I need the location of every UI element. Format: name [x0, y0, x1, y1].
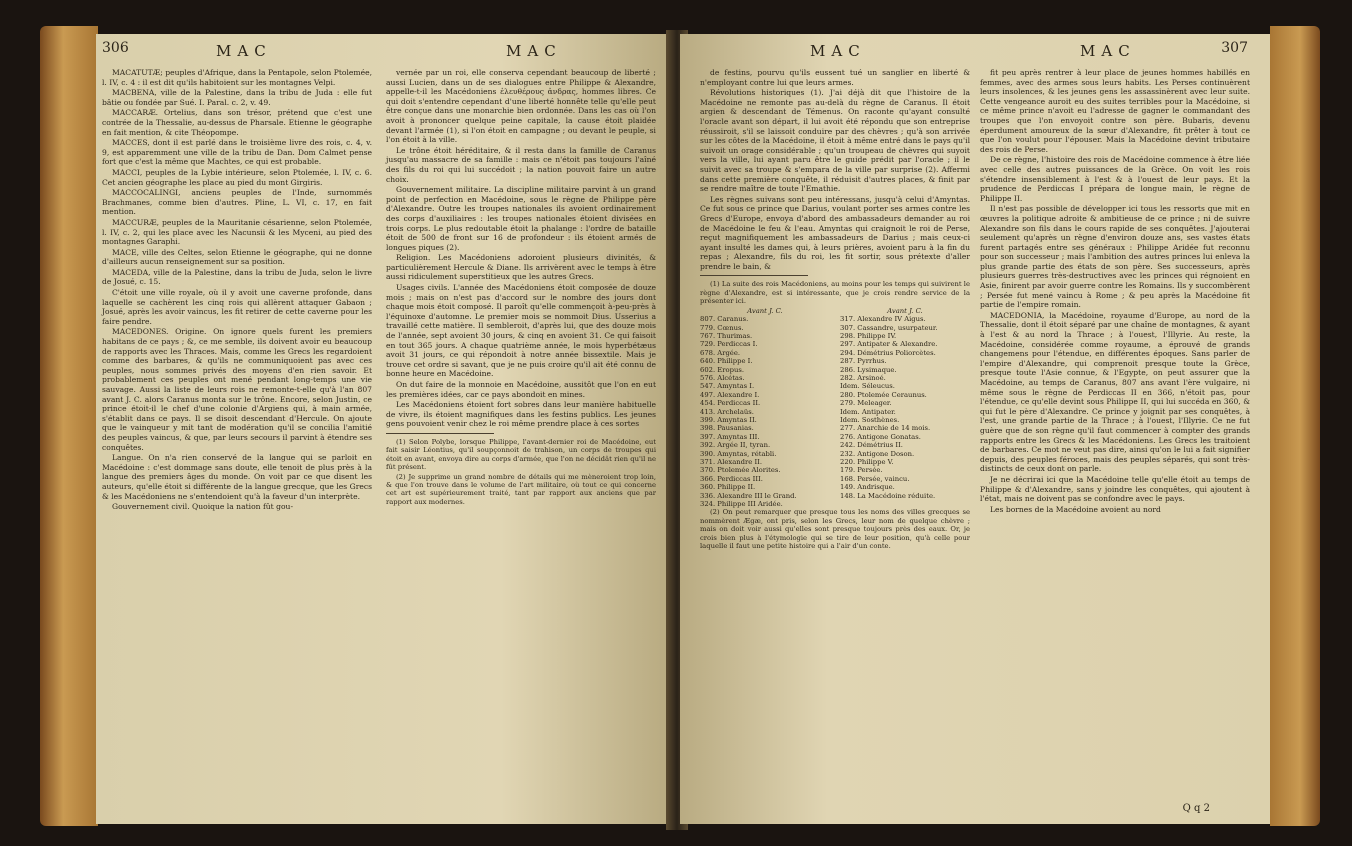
left-page-number: 306	[102, 40, 129, 56]
king-entry: 232. Antigone Doson.	[840, 449, 915, 458]
paragraph: MACCURÆ, peuples de la Mauritanie césarienne, selon Ptolemée, l. IV, c. 2, qui les place avec les Nacunsii & les Myceni, au pied des montagnes Garaphi.	[102, 217, 372, 247]
king-entry: 307. Cassandre, usurpateur.	[840, 323, 938, 332]
right-page-edges	[1270, 26, 1320, 826]
king-entry: 547. Amyntas I.	[700, 382, 755, 391]
king-entry: 371. Alexandre II.	[700, 458, 762, 466]
footnote: (2) Je supprime un grand nombre de détails qui me mèneroient trop loin, & que l'on trouve dans le volume de l'art militaire, où tout ce qui concerne cet art est supérieurement traité, tant par rapport aux anciens que par rapport aux modernes.	[386, 472, 656, 506]
king-entry: 779. Cœnus.	[700, 323, 744, 332]
paragraph: Il n'est pas possible de développer ici tous les ressorts que mit en œuvres la politique adroite & ambitieuse de ce prince ; ni de suivre Alexandre son fils dans le cours rapide de ses conquêtes. J'ajouterai seulement qu'après un règne d'environ douze ans, ses vastes états furent partagés entre ses généraux : Philippe Aridée fut reconnu pour son successeur ; mais l'ambition des autres princes lui enleva la plus grande partie des états de son père. Ses successeurs, après plusieurs guerres très-destructives avec les princes qui régnoient en Asie, finirent par avoir guerre contre les Romains. Ils y succombèrent ; Persée fut mené vaincu à Rome ; & peu après la Macédoine fit partie de l'empire romain.	[980, 204, 1250, 310]
king-entry: 807. Caranus.	[700, 315, 749, 324]
king-entry: 220. Philippe V.	[840, 458, 894, 466]
paragraph: MACCES, dont il est parlé dans le troisième livre des rois, c. 4, v. 9, est apparemment une ville de la tribu de Dan. Dom Calmet pense fort que c'est la même que Machtes, ce qui est probable.	[102, 138, 372, 167]
king-entry: 678. Argée.	[700, 348, 741, 357]
king-entry: 399. Amyntas II.	[700, 415, 757, 424]
footnote: (1) La suite des rois Macédoniens, au moins pour les temps qui suivirent le règne d'Alexandre, est si intéressante, que je crois rendre service de la présenter ici.	[700, 280, 970, 306]
king-entry: 602. Eropus.	[700, 365, 744, 374]
paragraph: Gouvernement civil. Quoique la nation fût gou-	[112, 502, 294, 512]
king-entry: 279. Meleager.	[840, 399, 892, 408]
king-entry: 454. Perdiccas II.	[700, 399, 761, 408]
paragraph: C'étoit une ville royale, où il y avoit une caverne profonde, dans laquelle se cachèrent les cinq rois qui allèrent attaquer Gabaon ; Josué, après les avoir vaincus, les fit retirer de cette caverne pour les faire pendre.	[102, 288, 372, 326]
king-entry: 397. Amyntas III.	[700, 432, 760, 441]
footnote: (2) On peut remarquer que presque tous les noms des villes grecques se nommèrent Ægæ, ont pris, selon les Grecs, leur nom de quelque chèvre ; mais on doit voir aussi qu'elles sont presque toujours près des eaux. Or, je crois bien plus à l'étymologie qui se tire de leur position, qu'à celle pour laquelle il faut une petite histoire qui a l'air d'un conte.	[700, 508, 970, 551]
paragraph: MACCOCALINGI, anciens peuples de l'Inde, surnommés Brachmanes, comme bien d'autres. Pline, L. VI, c. 17, en fait mention.	[102, 188, 372, 217]
king-entry: 286. Lysimaque.	[840, 365, 897, 374]
paragraph: Le trône étoit héréditaire, & il resta dans la famille de Caranus jusqu'au massacre de sa famille : mais ce n'étoit pas toujours l'aîné des fils du roi qui lui succédoit ; la nation pouvoit faire un autre choix.	[386, 145, 656, 184]
king-entry: 729. Perdiccas I.	[700, 340, 758, 349]
paragraph: Je ne décrirai ici que la Macédoine telle qu'elle étoit au temps de Philippe & d'Alexandre, sans y joindre les conquêtes, qui ajoutent à l'état, mais ne doivent pas se confondre avec le pays.	[980, 474, 1250, 504]
right-header-1: MAC	[810, 42, 866, 60]
paragraph: MACEDA, ville de la Palestine, dans la tribu de Juda, selon le livre de Josué, c. 15.	[102, 267, 372, 287]
left-header-2: MAC	[506, 42, 562, 60]
right-column-1	[700, 68, 970, 551]
king-entry: 413. Archelaüs.	[700, 407, 754, 416]
king-entry: 366. Perdiccas III.	[700, 474, 763, 483]
king-entry: 392. Argée II, tyran.	[700, 441, 771, 450]
king-entry: 287. Pyrrhus.	[840, 357, 887, 366]
king-entry: 277. Anarchie de 14 mois.	[840, 424, 931, 433]
footnote-rule	[700, 275, 808, 276]
left-column-2	[386, 68, 656, 507]
paragraph: vernée par un roi, elle conserva cependant beaucoup de liberté ; aussi Lucien, dans un de ses dialogues entre Philippe & Alexandre, appelle-t-il les Macédoniens ἐλευθέρους ἀνδρας, hommes libres. Ce qui doit s'entendre cependant d'une liberté honnête telle qu'elle peut être conçue dans une monarchie bien ordonnée. Dans les cas où l'on avoit à prononcer quelque peine capitale, la cause étoit plaidée devant l'armée (1), si l'on étoit en campagne ; ou devant le peuple, si l'on étoit à la ville.	[386, 68, 656, 145]
paragraph: de festins, pourvu qu'ils eussent tué un sanglier en liberté & n'employant contre lui que leurs armes.	[700, 68, 970, 87]
king-entry: 317. Alexandre IV Aigus.	[840, 315, 926, 324]
paragraph: Gouvernement militaire. La discipline militaire parvint à un grand point de perfection en Macédoine, sous le règne de Philippe père d'Alexandre. Outre les troupes nationales ils avoient ordinairement des corps d'auxiliaires : les troupes nationales étoient divisées en trois corps. Le plus redoutable étoit la phalange : l'ordre de bataille étoit de 500 de front sur 16 de profondeur : ils étoient armés de longues piques (2).	[386, 185, 656, 252]
paragraph: Révolutions historiques (1). J'ai déjà dit que l'histoire de la Macédoine ne remonte pas au-delà du règne de Caranus. Il étoit argien & descendant de Témenus. On raconte qu'ayant consulté l'oracle avant son départ, il lui avoit été répondu que son entreprise réussiroit, s'il se laissoit conduire par des chèvres ; qu'à son arrivée sur les côtes de la Macédoine, il étoit à même entré dans le pays qu'il suivoit un orage considérable ; qu'un troupeau de chèvres qui suyoit vers la ville, lui ayant paru être le guide prédit par l'oracle ; il le suivit avec sa troupe & s'empara de la ville par surprise (2). Affermi dans cette première conquête, il réduisit d'autres places, & finit par se rendre maître de toute l'Emathie.	[700, 88, 970, 194]
kings-table-header: Avant J. C.	[887, 306, 923, 315]
paragraph: De ce règne, l'histoire des rois de Macédoine commence à être liée avec celle des autres puissances de la Grèce. On voit les rois s'étendre insensiblement à l'est & à l'ouest de leur pays. Et la prudence de Perdiccas I prépara de longue main, le règne de Philippe II.	[980, 155, 1250, 203]
king-entry: 497. Alexandre I.	[700, 390, 760, 399]
king-entry: Idem. Sosthènes.	[840, 415, 900, 424]
kings-table-left	[700, 307, 830, 509]
king-entry: 390. Amyntas, rétabli.	[700, 449, 777, 458]
king-entry: 324. Philippe III Aridée.	[700, 500, 783, 509]
paragraph: Les règnes suivans sont peu intéressans, jusqu'à celui d'Amyntas. Ce fut sous ce prince que Darius, voulant porter ses armes contre les Grecs d'Europe, envoya d'abord des ambassadeurs demander au roi de Macédoine le feu & l'eau. Amyntas qui craignoit le roi de Perse, reçut magnifiquement les ambassadeurs de Darius ; mais ceux-ci ayant insulté les dames qui, à leurs prières, avoient paru à la fin du repas ; Alexandre, fils du roi, les fit sortir, sous prétexte d'aller prendre le bain, &	[700, 194, 970, 271]
paragraph: MACEDONIA, la Macédoine, royaume d'Europe, au nord de la Thessalie, dont il étoit séparé par une chaîne de montagnes, & ayant à l'est & au nord la Thrace ; à l'ouest, l'Illyrie. Au reste, la Macédoine, considérée comme royaume, a éprouvé de grands changemens pour l'étendue, en différentes époques. Sans parler de l'empire d'Alexandre, qui comprenoit presque toute la Grèce, presque toute l'Asie connue, & l'Egypte, on peut assurer que la Macédoine, au temps de Caranus, 807 ans avant l'ère vulgaire, ni même sous le règne de Perdiccas II en 366, n'étoit pas, pour l'étendue, ce qu'elle devint sous Philippe II, qui lui succéda en 360, & qui fut le père d'Alexandre. Ce prince y joignit par ses conquêtes, à l'est, une grande partie de la Thrace ; à l'ouest, l'Illyrie. Ce ne fut guère que de son règne qu'il faut commencer à compter des grands rapports entre les Grecs & les Macédoniens. Les Grecs les traitoient de barbares. Ce mot ne veut pas dire, ainsi qu'on le lui a fait signifier depuis, des peuples féroces, mais des peuples séparés, qui sont très-distincts de ceux dont on parle.	[980, 310, 1250, 474]
paragraph: Religion. Les Macédoniens adoroient plusieurs divinités, & particulièrement Hercule & Diane. Ils arrivèrent avec le temps à être aussi ridiculement superstitieux que les autres Grecs.	[386, 253, 656, 282]
kings-table-header: Avant J. C.	[747, 306, 783, 315]
paragraph: On dut faire de la monnoie en Macédoine, aussitôt que l'on en eut les premières idées, car ce pays abondoit en mines.	[386, 380, 656, 399]
king-entry: Idem. Antipater.	[840, 407, 896, 416]
paragraph: MACBENA, ville de la Palestine, dans la tribu de Juda : elle fut bâtie ou fondée par Sué. I. Paral. c. 2, v. 49.	[102, 88, 372, 107]
paragraph: MACCARÆ. Ortelius, dans son trésor, prétend que c'est une contrée de la Thessalie, au-dessus de Pharsale. Etienne le géographe en fait mention, & cite Théopompe.	[102, 108, 372, 137]
king-entry: Idem. Séleucus.	[840, 382, 895, 391]
king-entry: 297. Antipater & Alexandre.	[840, 340, 938, 349]
left-page-edges	[40, 26, 98, 826]
paragraph: fit peu après rentrer à leur place de jeunes hommes habillés en femmes, avec des armes sous leurs habits. Les Perses continuèrent leurs insolences, & les jeunes gens les assassinèrent avec leur suite. Cette vengeance auroit eu des suites terribles pour la Macédoine, si ce même prince n'avoit eu l'adresse de gagner le commandant des troupes que l'on envoyoit contre son père. Bubaris, devenu éperdument amoureux de la sœur d'Alexandre, fit prêter à tout ce que l'on voulut pour l'épouser. Mais la Macédoine devint tributaire des rois de Perse.	[980, 68, 1250, 154]
paragraph: MACCI, peuples de la Lybie intérieure, selon Ptolemée, l. IV, c. 6. Cet ancien géographe les place au pied du mont Girgiris.	[102, 167, 372, 187]
paragraph: Les Macédoniens étoient fort sobres dans leur manière habituelle de vivre, ils étoient magnifiques dans les festins publics. Les jeunes gens pouvoient venir chez le roi même prendre place à ces sortes	[386, 400, 656, 429]
footnote: (1) Selon Polybe, lorsque Philippe, l'avant-dernier roi de Macédoine, eut fait saisir Léontius, qu'il soupçonnoit de trahison, un corps de troupes qui étoit en avant, envoya dire au corps d'armée, que l'on ne décidât rien qu'il ne fût présent.	[386, 437, 656, 472]
kings-table-right	[840, 307, 970, 509]
left-column-1	[102, 68, 372, 513]
king-entry: 168. Persée, vaincu.	[840, 474, 910, 483]
king-entry: 294. Démétrius Poliorcètes.	[840, 348, 936, 357]
kings-table	[700, 307, 970, 509]
king-entry: 149. Andrisque.	[840, 483, 895, 492]
king-entry: 148. La Macédoine réduite.	[840, 491, 936, 500]
footnote-rule	[386, 433, 494, 434]
catchword: Q q 2	[1182, 803, 1210, 814]
paragraph: MACATUTÆ; peuples d'Afrique, dans la Pentapole, selon Ptolemée, l. IV, c. 4 : il est dit qu'ils habitoient sur les montagnes Velpi.	[102, 68, 372, 87]
right-header-2: MAC	[1080, 42, 1136, 60]
paragraph: MACE, ville des Celtes, selon Etienne le géographe, qui ne donne d'ailleurs aucun renseignement sur sa position.	[102, 247, 372, 267]
paragraph: Usages civils. L'année des Macédoniens étoit composée de douze mois ; mais on n'est pas d'accord sur le nombre des jours dont chaque mois étoit composé. Il paroît qu'elle commençoit à-peu-près à l'équinoxe d'automne. Le premier mois se nommoit Dius. Usserius a travaillé cette matière. Il sembleroit, d'après lui, que des douze mois de l'année, sept avoient 30 jours, & cinq en avoient 31. Ce qui faisoit en tout 365 jours. A chaque quatrième année, le mois hyperbétæus avoit 31 jours, ce qui répondoit à notre année bissextile. Mais je trouve cet ordre si savant, que je ne puis croire qu'il ait été connu de bonne heure en Macédoine.	[386, 283, 656, 379]
king-entry: 298. Philippe IV.	[840, 331, 897, 340]
king-entry: 179. Persée.	[840, 466, 883, 475]
left-page	[96, 34, 674, 824]
king-entry: 280. Ptolemée Ceraunus.	[840, 390, 927, 399]
king-entry: 398. Pausanias.	[700, 424, 754, 433]
king-entry: 370. Ptolemée Alorites.	[700, 466, 781, 475]
open-book	[40, 20, 1320, 830]
king-entry: 242. Démétrius II.	[840, 441, 903, 450]
paragraph: MACEDONES. Origine. On ignore quels furent les premiers habitans de ce pays ; &, ce me semble, ils doivent avoir eu beaucoup de rapports avec les Thraces. Mais, comme les Grecs les regardoient comme des barbares, & qu'ils ne communiquoient pas avec ces peuples, nous sommes privés des moyens d'en rien savoir. Et probablement ces peuples ont mené pendant long-temps une vie sauvage. Aussi la liste de leurs rois ne remonte-t-elle qu'à l'an 807 avant J. C. alors Caranus monta sur le trône. Encore, selon Justin, ce prince étoit-il le chef d'une colonie d'Argiens qui, à main armée, s'établit dans ce pays. Il se disoit descendant d'Hercule. On ajoute que le vainqueur y mit tant de modération qu'il se concilia l'amitié des peuples vaincus, & que, par leurs secours il parvint à étendre ses conquêtes.	[102, 327, 372, 452]
right-page-number: 307	[1221, 40, 1248, 56]
right-page	[680, 34, 1270, 824]
king-entry: 336. Alexandre III le Grand.	[700, 491, 797, 500]
king-entry: 576. Alcétas.	[700, 373, 745, 382]
king-entry: 640. Philippe I.	[700, 357, 753, 366]
right-column-2	[980, 68, 1250, 515]
king-entry: 360. Philippe II.	[700, 483, 756, 492]
king-entry: 276. Antigone Gonatas.	[840, 432, 921, 441]
paragraph: Les bornes de la Macédoine avoient au nord	[990, 504, 1161, 514]
king-entry: 282. Arsinoé.	[840, 373, 886, 382]
king-entry: 767. Thurimas.	[700, 331, 753, 340]
left-header-1: MAC	[216, 42, 272, 60]
paragraph: Langue. On n'a rien conservé de la langue qui se parloit en Macédoine : c'est dommage sans doute, elle tenoit de plus près à la langue des premiers âges du monde. On voit par ce que disent les auteurs, qu'elle étoit si différente de la langue grecque, que les Grecs & les Macédoniens ne s'entendoient qu'à la faveur d'un interprète.	[102, 453, 372, 501]
